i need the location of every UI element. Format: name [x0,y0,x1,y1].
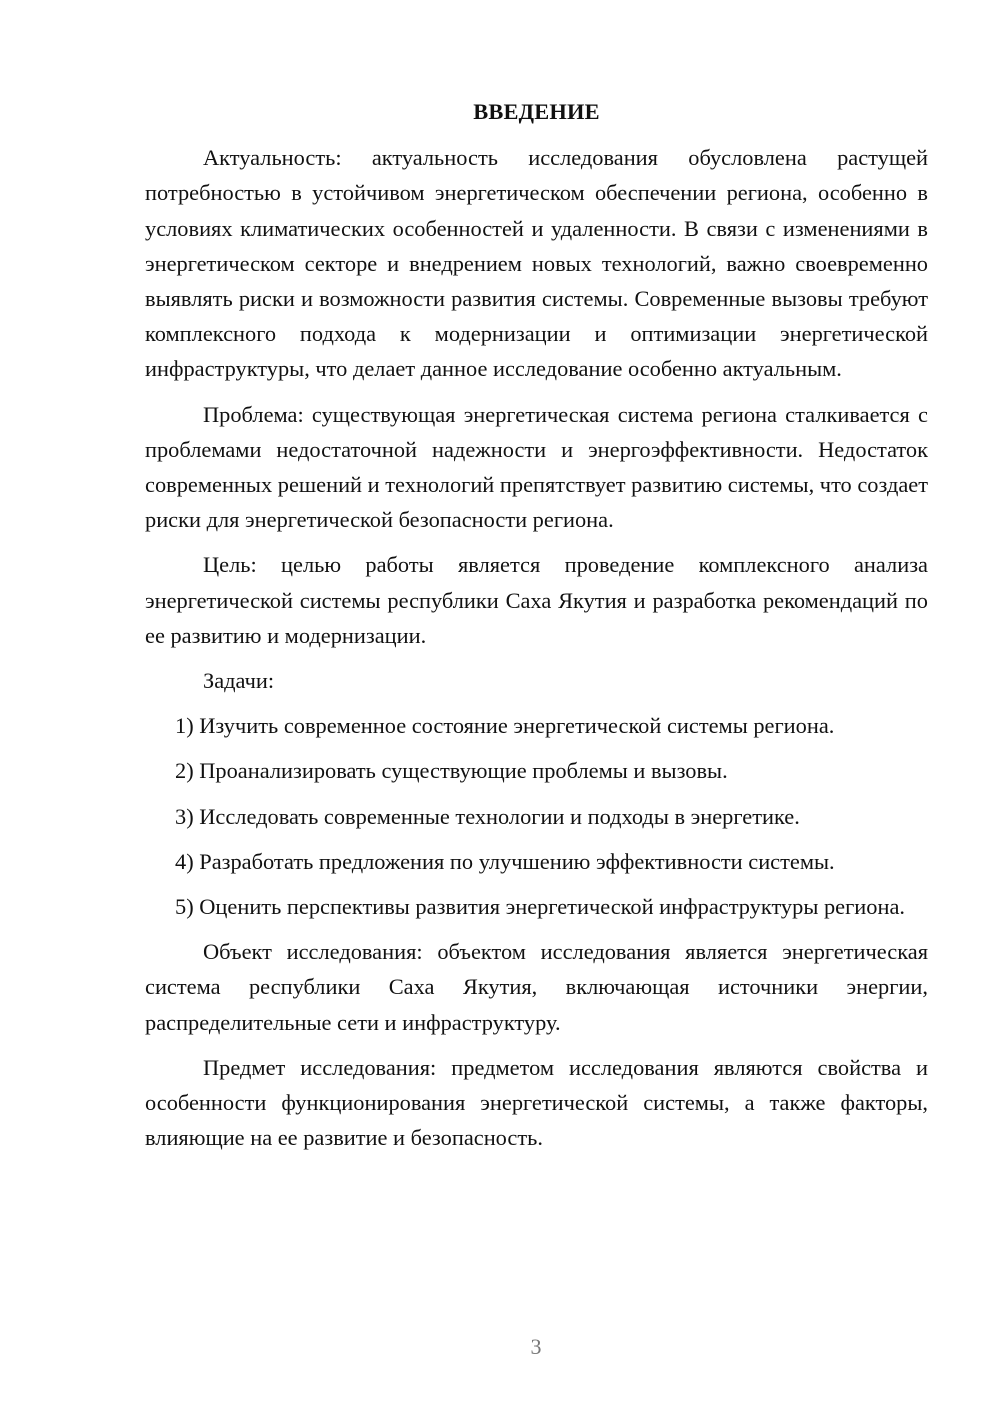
task-item-5: 5) Оценить перспективы развития энергетической инфраструктуры региона. [175,894,905,920]
task-item-2: 2) Проанализировать существующие проблемы и вызовы. [175,758,728,784]
tasks-label: Задачи: [203,668,275,694]
section-title: ВВЕДЕНИЕ [473,99,600,124]
task-item-4: 4) Разработать предложения по улучшению эффективности системы. [175,848,835,874]
paragraph-problem: Проблема: существующая энергетическая система региона сталкивается с проблемами недостаточной надежности и энергоэффективности. Недостаток современных решений и технологий препятствует развитию системы, что создает риски для энергетической безопасности региона. [145,401,928,533]
task-item-1: 1) Изучить современное состояние энергетической системы региона. [175,713,835,739]
page-content [145,94,928,1165]
page-number: 3 [530,1334,542,1359]
paragraph-object: Объект исследования: объектом исследования является энергетическая система республики Саха Якутия, включающая источники энергии, распределительные сети и инфраструктуру. [145,939,928,1035]
paragraph-goal: Цель: целью работы является проведение комплексного анализа энергетической системы республики Саха Якутия и разработка рекомендаций по ее развитию и модернизации. [145,552,928,648]
paragraph-subject: Предмет исследования: предметом исследования являются свойства и особенности функционирования энергетической системы, а также факторы, влияющие на ее развитие и безопасность. [145,1054,928,1151]
tasks-list [145,708,928,924]
paragraph-relevance: Актуальность: актуальность исследования обусловлена растущей потребностью в устойчивом энергетическом обеспечении региона, особенно в условиях климатических особенностей и удаленности. В связи с изменениями в энергетическом секторе и внедрением новых технологий, важно своевременно выявлять риски и возможности развития системы. Современные вызовы требуют комплексного подхода к модернизации и оптимизации энергетической инфраструктуры, что делает данное исследование особенно актуальным. [145,145,928,382]
task-item-3: 3) Исследовать современные технологии и подходы в энергетике. [175,803,800,829]
